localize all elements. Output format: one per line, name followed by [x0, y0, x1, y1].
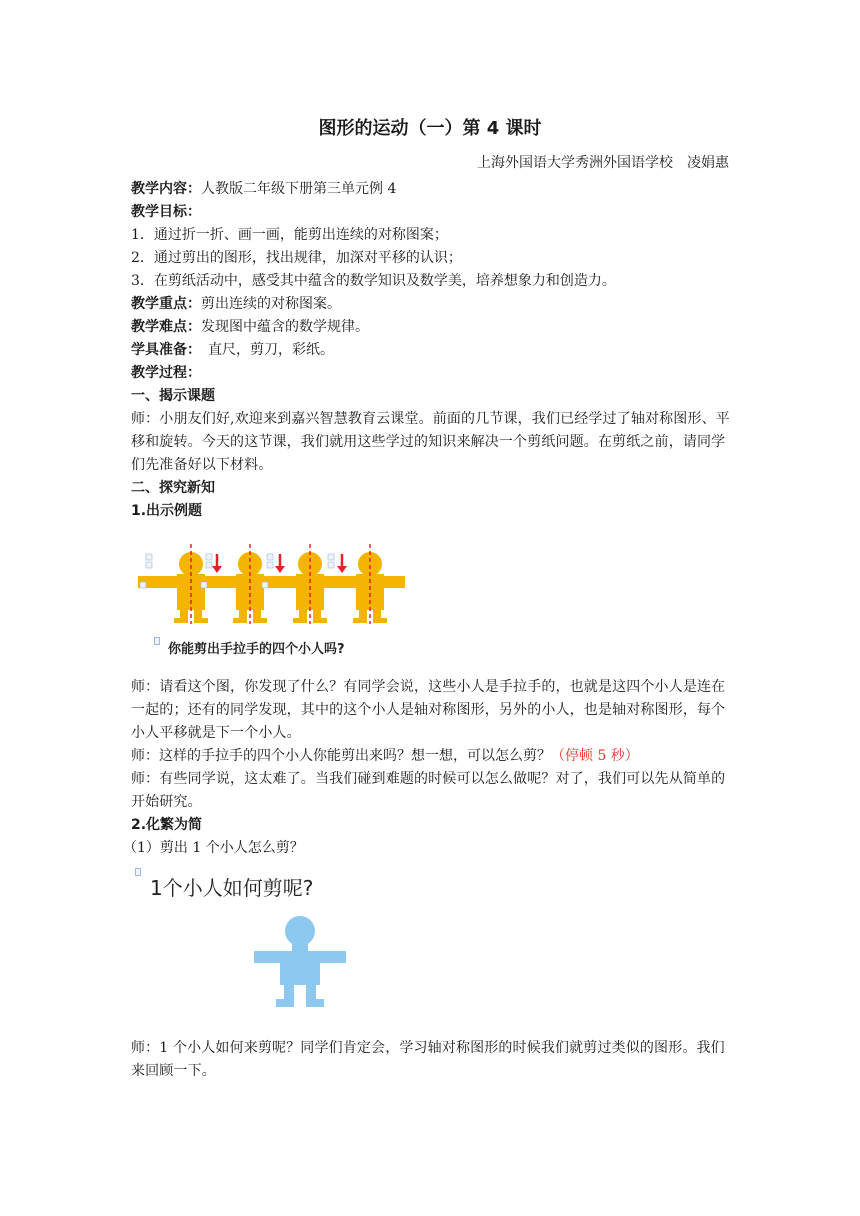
animation-marker-2	[135, 868, 141, 876]
person-head	[285, 916, 315, 946]
difficulty-value: 发现图中蕴含的数学规律。	[201, 319, 369, 335]
question-1: （1）剪出 1 个小人怎么剪？	[123, 840, 304, 856]
para2-main: 师：这样的手拉手的四个小人你能剪出来吗？想一想，可以怎么剪？	[131, 748, 551, 764]
section2-paragraph-1: 师：请看这个图，你发现了什么？有同学会说，这些小人是手拉手的，也就是这四个小人是连在一起的；还有的同学发现，其中的这个小人是轴对称图形，另外的小人，也是轴对称图形，每个小人平移就是下一个小人。	[131, 679, 726, 741]
arrow-2	[275, 554, 285, 573]
four-people-figure	[138, 540, 413, 630]
content-label: 教学内容：	[131, 181, 201, 197]
content-value: 人教版二年级下册第三单元例 4	[201, 181, 397, 197]
difficulty-line	[131, 316, 731, 339]
arrow-3	[337, 554, 347, 573]
section2-paragraph-4: 师：1 个小人如何来剪呢？同学们肯定会，学习轴对称图形的时候我们就剪过类似的图形。我们来回顾一下。	[131, 1040, 725, 1079]
right-foot	[306, 999, 324, 1007]
process-label: 教学过程：	[131, 365, 201, 381]
subheading-example: 1.出示例题	[131, 503, 203, 519]
author-line: 上海外国语大学秀洲外国语学校 凌娟惠	[477, 155, 729, 171]
difficulty-label: 教学难点：	[131, 319, 201, 335]
pause-note: （停顿 5 秒）	[551, 748, 639, 764]
figure1-caption: 你能剪出手拉手的四个小人吗?	[168, 642, 345, 657]
animation-marker	[154, 637, 160, 645]
section1-heading: 一、揭示课题	[131, 388, 215, 404]
single-person-figure	[252, 913, 348, 1013]
section1-paragraph: 师：小朋友们好,欢迎来到嘉兴智慧教育云课堂。前面的几节课，我们已经学过了轴对称图形、平移和旋转。今天的这节课，我们就用这些学过的知识来解决一个剪纸问题。在剪纸之前，请同学们先准备好以下材料。	[131, 411, 730, 473]
goal-1: 1．通过折一折、画一画，能剪出连续的对称图案；	[131, 227, 448, 243]
arrow-1	[212, 554, 222, 573]
blue-person	[254, 916, 346, 1007]
person-body	[280, 953, 320, 985]
left-foot	[276, 999, 294, 1007]
section2-paragraph-3: 师：有些同学说，这太难了。当我们碰到难题的时候可以怎么做呢？对了，我们可以先从简单的开始研究。	[131, 771, 726, 810]
tools-line	[131, 339, 731, 362]
key-value: 剪出连续的对称图案。	[201, 296, 341, 312]
goals-label: 教学目标：	[131, 204, 201, 220]
translation-arrows	[212, 554, 347, 573]
key-label: 教学重点：	[131, 296, 201, 312]
tools-value: 直尺，剪刀，彩纸。	[194, 342, 334, 358]
section2-paragraph-2	[131, 745, 731, 768]
goal-2: 2．通过剪出的图形，找出规律，加深对平移的认识；	[131, 250, 462, 266]
tools-label: 学具准备：	[131, 342, 194, 358]
section2-heading: 二、探究新知	[131, 480, 215, 496]
subheading-simplify: 2.化繁为简	[131, 817, 203, 833]
goal-3: 3．在剪纸活动中，感受其中蕴含的数学知识及数学美，培养想象力和创造力。	[131, 273, 616, 289]
document-title: 图形的运动（一）第 4 课时	[318, 118, 542, 139]
figure2-caption: 1个小人如何剪呢?	[150, 876, 314, 900]
key-point-line	[131, 293, 731, 316]
content-line	[131, 178, 731, 201]
